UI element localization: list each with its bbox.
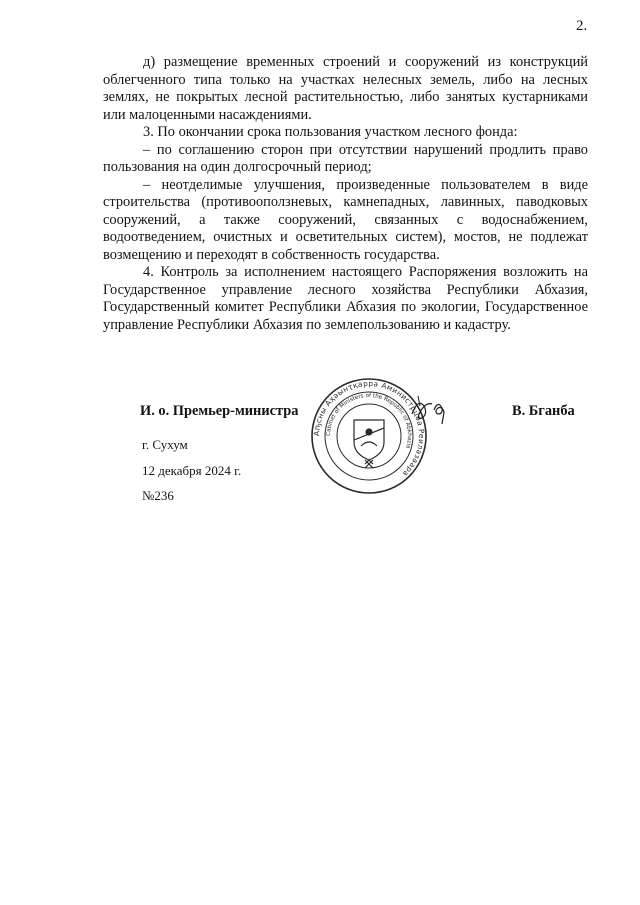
seal-inner-text: Cabinet of Ministers of the Republic of Abkhazia (325, 392, 413, 449)
emblem-icon (354, 420, 384, 468)
document-number: №236 (142, 488, 174, 503)
paragraph-3-item-1: – по соглашению сторон при отсутствии нарушений продлить право пользования на один долгосрочный период; (103, 141, 588, 175)
paragraph-d: д) размещение временных строений и сооружений из конструкций облегченного типа только на участках нелесных земель, либо на лесных землях, не покрытых лесной растительностью, либо занятых кустарниками или малоценными насаждениями. (103, 54, 588, 123)
handwritten-signature-icon (408, 392, 468, 426)
seal-outer-text: Аҧсны Аҳәынҭқарра Аминистрцәа Реилазаара (311, 378, 427, 479)
paragraph-3: 3. По окончании срока пользования участком лесного фонда: (143, 124, 518, 140)
page-number: 2. (576, 18, 588, 34)
signatory-title: И. о. Премьер-министра (140, 403, 299, 419)
place: г. Сухум (142, 437, 188, 452)
svg-text:Cabinet of Ministers of the Re (326, 393, 412, 449)
paragraph-3-item-2: – неотделимые улучшения, произведенные пользователем в виде строительства (противооползневых, камнепадных, лавинных, паводковых сооружений, а также сооружений, связанных с водоснабжением, водоотведением, очистных и осветительных систем), мостов, не подлежат возмещению и переходят в собственность государства. (103, 176, 588, 263)
document-body (103, 54, 588, 334)
paragraph-4: 4. Контроль за исполнением настоящего Распоряжения возложить на Государственное управление лесного хозяйства Республики Абхазия, Государственный комитет Республики Абхазия по экологии, Государственное управление Республики Абхазия по землепользованию и кадастру. (103, 264, 588, 333)
date: 12 декабря 2024 г. (142, 463, 242, 478)
signatory-name: В. Бганба (512, 403, 575, 419)
